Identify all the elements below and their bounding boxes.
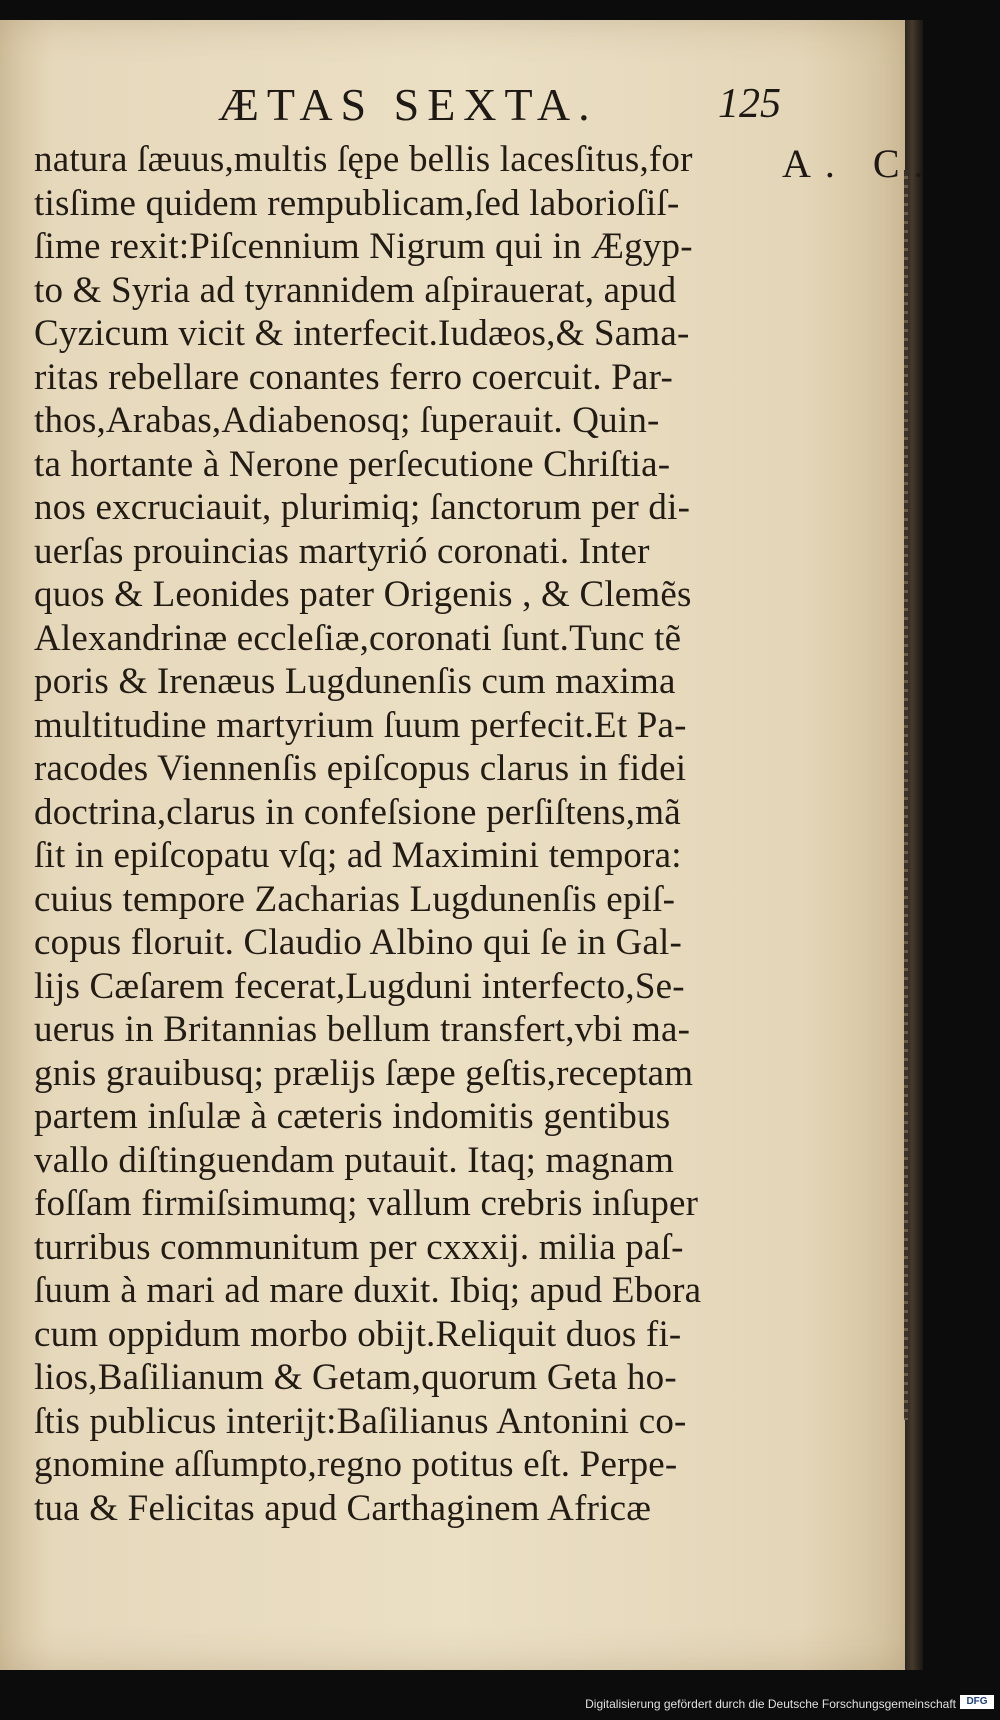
text-line: gnis grauibusq; prælijs ſæpe geſtis,receptam	[34, 1052, 694, 1094]
text-line: copus floruit. Claudio Albino qui ſe in Gal-	[34, 922, 683, 963]
text-line: doctrina,clarus in confeſsione perſiſtens,mã	[34, 791, 681, 833]
footer-bar	[0, 1670, 1000, 1720]
text-line: gnomine aſſumpto,regno potitus eſt. Perpe-	[34, 1444, 678, 1485]
text-line: multitudine martyrium ſuum perfecit.Et Pa-	[34, 704, 687, 746]
text-line: lios,Baſilianum & Getam,quorum Geta ho-	[34, 1357, 677, 1398]
text-line: lijs Cæſarem fecerat,Lugduni interfecto,Se-	[34, 965, 685, 1007]
text-line: uerſas prouincias martyrió coronati. Inter	[34, 530, 650, 572]
text-line: vallo diſtinguendam putauit. Itaq; magnam	[34, 1139, 675, 1181]
text-line: foſſam firmiſsimumq; vallum crebris inſuper	[34, 1183, 699, 1224]
text-line: racodes Viennenſis epiſcopus clarus in fidei	[34, 748, 687, 789]
margin-note: A. C.	[782, 141, 938, 186]
footer-credit: Digitalisierung gefördert durch die Deutsche Forschungsgemeinschaft	[585, 1697, 956, 1711]
body-text	[34, 138, 844, 1530]
text-line: partem inſulæ à cæteris indomitis gentibus	[34, 1096, 671, 1137]
text-line: thos,Arabas,Adiabenosq; ſuperauit. Quin-	[34, 400, 660, 441]
page-header	[0, 78, 910, 138]
dfg-logo: DFG	[960, 1695, 994, 1709]
text-line: tua & Felicitas apud Carthaginem Africæ	[34, 1487, 652, 1529]
text-line: turribus communitum per cxxxij. milia paſ-	[34, 1226, 684, 1268]
text-line: ſit in epiſcopatu vſq; ad Maximini tempora:	[34, 835, 682, 876]
text-line: Cyzicum vicit & interfecit.Iudæos,& Sama-	[34, 313, 690, 354]
margin-rule	[904, 170, 908, 1420]
text-line: ſtis publicus interijt:Baſilianus Antonini co-	[34, 1400, 687, 1442]
text-line: quos & Leonides pater Origenis , & Clemẽs	[34, 574, 692, 615]
text-line: ta hortante à Nerone perſecutione Chriſtia-	[34, 443, 671, 485]
running-head: ÆTAS SEXTA.	[218, 79, 598, 130]
text-line: nos excruciauit, plurimiq; ſanctorum per di-	[34, 487, 691, 528]
text-line: cuius tempore Zacharias Lugdunenſis epiſ-	[34, 878, 676, 920]
text-line: cum oppidum morbo obijt.Reliquit duos fi-	[34, 1313, 682, 1355]
text-line: Alexandrinæ eccleſiæ,coronati ſunt.Tunc tẽ	[34, 617, 682, 659]
text-line: tisſime quidem rempublicam,ſed laborioſiſ-	[34, 182, 680, 224]
text-line: ſime rexit:Piſcennium Nigrum qui in Ægyp-	[34, 226, 693, 267]
text-line: to & Syria ad tyrannidem aſpirauerat, apud	[34, 269, 677, 311]
text-line: natura ſæuus,multis ſępe bellis lacesſitus,for	[34, 139, 693, 180]
text-line: ritas rebellare conantes ferro coercuit. Par-	[34, 356, 673, 398]
page-number: 125	[718, 81, 781, 127]
text-line: poris & Irenæus Lugdunenſis cum maxima	[34, 661, 676, 702]
text-line: uerus in Britannias bellum transfert,vbi ma-	[34, 1009, 691, 1050]
text-line: ſuum à mari ad mare duxit. Ibiq; apud Ebora	[34, 1270, 702, 1311]
